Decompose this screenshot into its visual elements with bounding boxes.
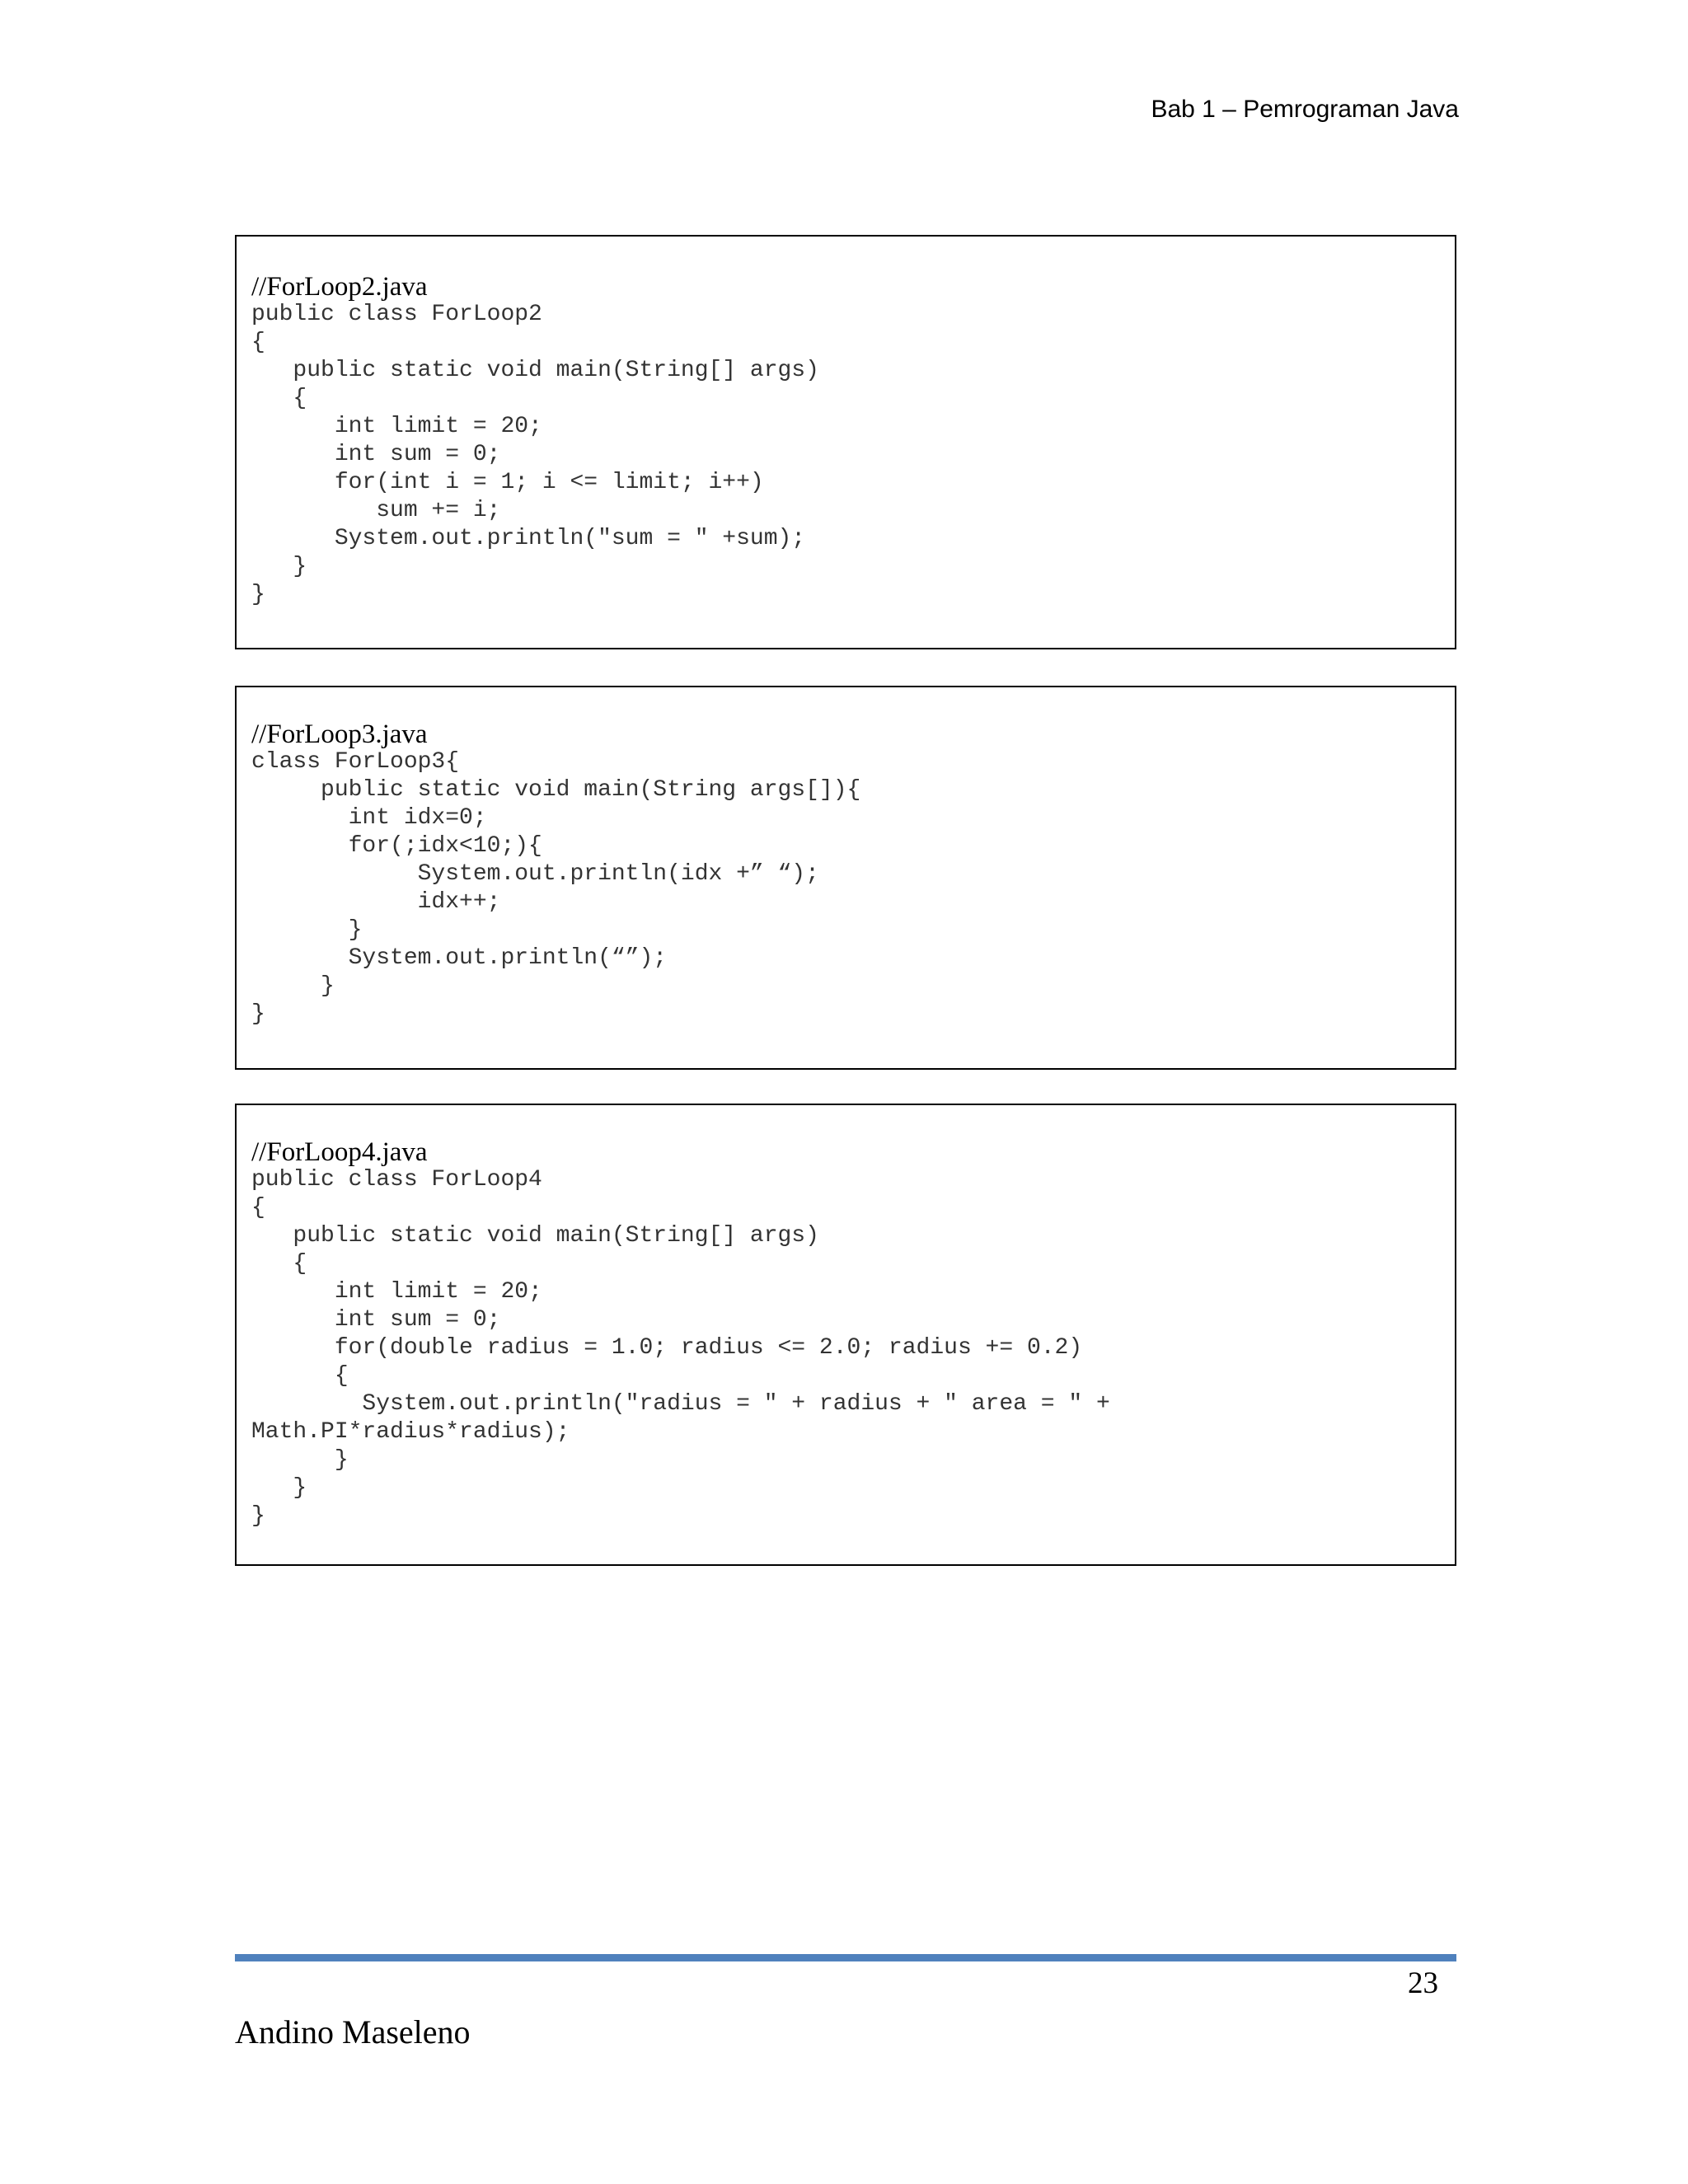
code-listing-source: public class ForLoop2 { public static void main(String[] args) { int limit = 20; int sum = 0; for(int i = 1; i <= limit; i++) sum += i; System.out.println("sum = " +sum); } }: [251, 302, 819, 607]
code-listing-title: //ForLoop3.java: [251, 719, 428, 749]
code-listing-forloop3: [235, 686, 1456, 1070]
author-name: Andino Maseleno: [235, 2013, 471, 2050]
code-listing-source: public class ForLoop4 { public static void main(String[] args) { int limit = 20; int sum = 0; for(double radius = 1.0; radius <= 2.0; radius += 0.2) { System.out.println("radius = " + radius + " area = " + Math.PI*radius*radius); } } }: [251, 1167, 1110, 1529]
code-listing-title: //ForLoop2.java: [251, 272, 428, 302]
code-listing-forloop2: [235, 235, 1456, 649]
code-listing-title: //ForLoop4.java: [251, 1137, 428, 1167]
code-listing-source: class ForLoop3{ public static void main(String args[]){ int idx=0; for(;idx<10;){ System.out.println(idx +” “); idx++; } System.out.println(“”); } }: [251, 749, 861, 1027]
code-listing-forloop4: [235, 1104, 1456, 1566]
chapter-header: Bab 1 – Pemrograman Java: [1151, 96, 1459, 123]
footer-divider: [235, 1954, 1456, 1961]
page-number: 23: [1408, 1966, 1438, 2000]
